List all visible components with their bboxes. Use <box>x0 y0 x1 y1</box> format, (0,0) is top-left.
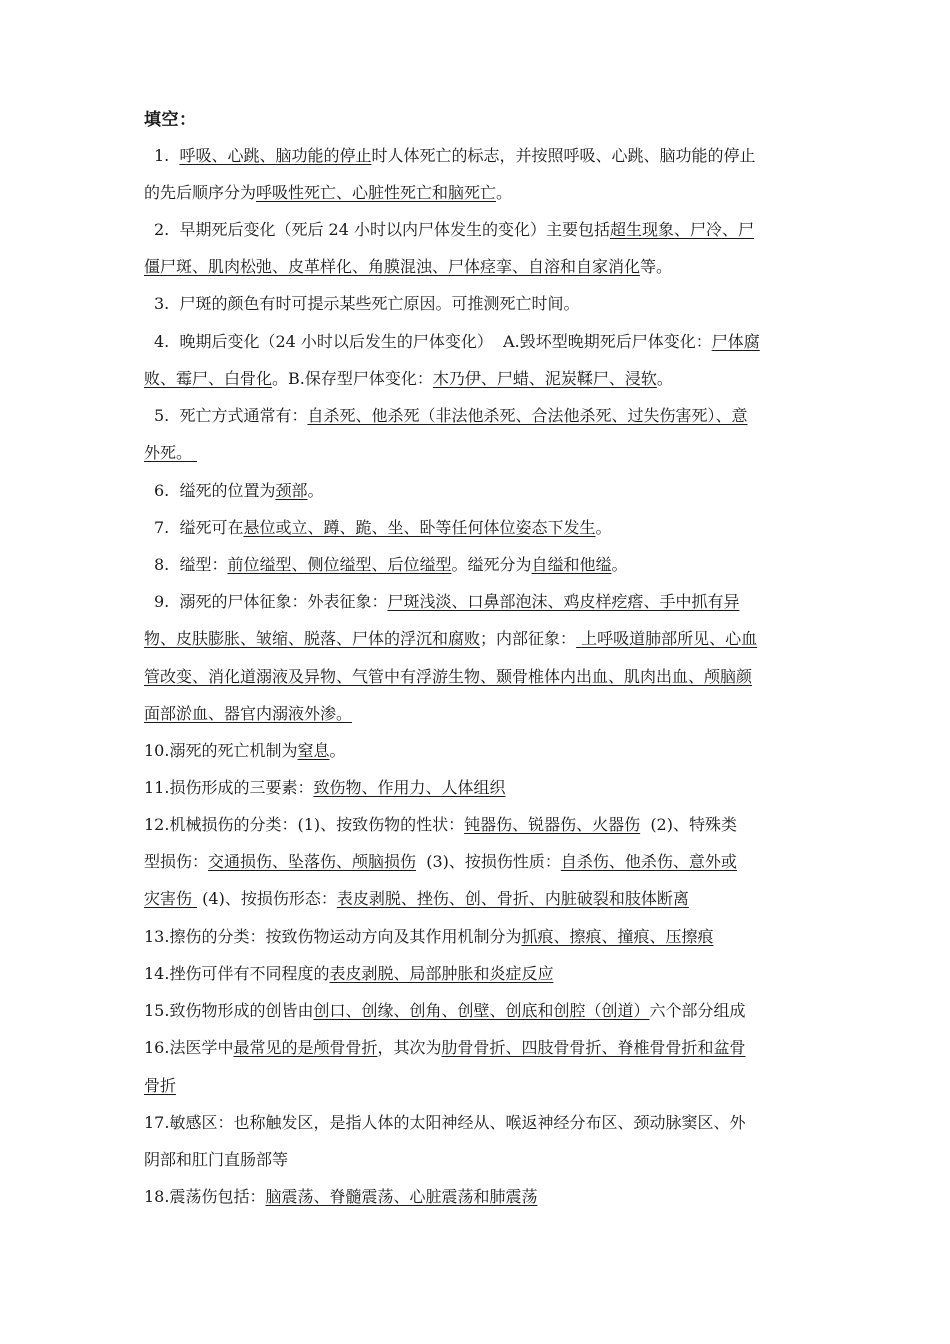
answer-text: 脑震荡、脊髓震荡、心脏震荡和肺震荡 <box>265 1187 538 1206</box>
text-line <box>144 925 816 949</box>
answer-text: 上呼吸道肺部所见、心血 <box>576 629 758 648</box>
prompt-text: 。 <box>595 518 612 537</box>
prompt-text: 六个部分组成 <box>649 1001 746 1020</box>
answer-text: 抓痕、擦痕、撞痕、压擦痕 <box>521 927 714 946</box>
prompt-text: (3)、按损伤性质： <box>416 852 561 871</box>
text-line <box>144 404 816 428</box>
prompt-text: (2)、特殊类 <box>640 815 737 834</box>
prompt-text: 18.震荡伤包括： <box>144 1187 266 1206</box>
prompt-text: 14.挫伤可伴有不同程度的 <box>144 964 330 983</box>
prompt-text: 2. 早期死后变化（死后 24 小时以内尸体发生的变化）主要包括 <box>154 220 610 239</box>
answer-text: 外死。 <box>144 443 198 462</box>
answer-text: 交通损伤、坠落伤、颅脑损伤 <box>208 852 417 871</box>
text-line <box>144 887 816 911</box>
answer-text: 尸体腐 <box>711 332 760 351</box>
answer-text: 最常见的是颅骨骨折 <box>233 1038 378 1057</box>
prompt-text: 。 <box>496 183 513 202</box>
answer-text: 物、皮肤膨胀、皱缩、脱落、尸体的浮沉和腐败 <box>144 629 481 648</box>
text-line <box>144 516 816 540</box>
text-line <box>144 813 816 837</box>
prompt-text: 11.损伤形成的三要素： <box>144 778 314 797</box>
text-line <box>144 479 816 503</box>
text-line <box>144 255 816 279</box>
text-line <box>144 850 816 874</box>
prompt-text: 16.法医学中 <box>144 1038 234 1057</box>
prompt-text: 4. 晚期后变化（24 小时以后发生的尸体变化） A.毁坏型晚期死后尸体变化： <box>154 332 712 351</box>
text-line <box>144 665 816 689</box>
answer-text: 超生现象、尸冷、尸 <box>609 220 754 239</box>
text-line <box>144 702 816 726</box>
answer-text: 悬位或立、蹲、跪、坐、卧等任何体位姿态下发生 <box>243 518 596 537</box>
prompt-text: 型损伤： <box>144 852 209 871</box>
prompt-text: 。 <box>656 369 673 388</box>
text-line <box>144 1036 816 1060</box>
answer-text: 管改变、消化道溺液及异物、气管中有浮游生物、颞骨椎体内出血、肌肉出血、颅脑颜 <box>144 667 753 686</box>
prompt-text: 。B.保存型尸体变化： <box>272 369 433 388</box>
answer-text: 僵尸斑、肌肉松弛、皮革样化、角膜混浊、尸体痉挛、自溶和自家消化 <box>144 257 641 276</box>
prompt-text: 5. 死亡方式通常有： <box>154 406 308 425</box>
prompt-text: 15.致伤物形成的创皆由 <box>144 1001 314 1020</box>
text-line <box>144 1074 816 1098</box>
prompt-text: 1. <box>154 146 180 165</box>
prompt-text: ；内部征象： <box>480 629 577 648</box>
answer-text: 木乃伊、尸蜡、泥炭鞣尸、浸软 <box>432 369 657 388</box>
answer-text: 自杀死、他杀死（非法他杀死、合法他杀死、过失伤害死）、意 <box>307 406 748 425</box>
prompt-text: 3. 尸斑的颜色有时可提示某些死亡原因。可推测死亡时间。 <box>154 294 580 313</box>
prompt-text: 。缢死分为 <box>451 555 532 574</box>
prompt-text: 9. 溺死的尸体征象：外表征象： <box>154 592 388 611</box>
prompt-text: 阴部和肛门直肠部等 <box>144 1150 289 1169</box>
prompt-text: 。 <box>307 481 324 500</box>
text-line <box>144 1185 816 1209</box>
answer-text: 败、霉尸、白骨化 <box>144 369 273 388</box>
text-line <box>144 553 816 577</box>
text-line <box>144 627 816 651</box>
text-line <box>144 441 816 465</box>
answer-text: 灾害伤 <box>144 889 198 908</box>
answer-text: 表皮剥脱、挫伤、创、骨折、内脏破裂和肢体断离 <box>336 889 689 908</box>
answer-text: 骨折 <box>144 1076 177 1095</box>
answer-text: 钝器伤、锐器伤、火器伤 <box>464 815 641 834</box>
text-line <box>144 292 816 316</box>
prompt-text: 17.敏感区：也称触发区，是指人体的太阳神经从、喉返神经分布区、颈动脉窦区、外 <box>144 1113 746 1132</box>
answer-text: 肋骨骨折、四肢骨骨折、脊椎骨骨折和盆骨 <box>441 1038 746 1057</box>
text-line <box>144 590 816 614</box>
answer-text: 窒息 <box>297 741 330 760</box>
answer-text: 呼吸、心跳、脑功能的停止 <box>179 146 372 165</box>
prompt-text: 时人体死亡的标志，并按照呼吸、心跳、脑功能的停止 <box>371 146 756 165</box>
text-line <box>144 218 816 242</box>
prompt-text: 的先后顺序分为 <box>144 183 257 202</box>
answer-text: 创口、创缘、创角、创壁、创底和创腔（创道） <box>313 1001 650 1020</box>
answer-text: 自缢和他缢 <box>531 555 612 574</box>
text-line <box>144 1111 816 1135</box>
prompt-text: 7. 缢死可在 <box>154 518 244 537</box>
answer-text: 表皮剥脱、局部肿胀和炎症反应 <box>329 964 554 983</box>
prompt-text: 8. 缢型： <box>154 555 228 574</box>
prompt-text: 。 <box>329 741 346 760</box>
answer-text: 面部淤血、器官内溺液外渗。 <box>144 704 353 723</box>
answer-text: 致伤物、作用力、人体组织 <box>313 778 506 797</box>
text-line <box>144 181 816 205</box>
text-line <box>144 367 816 391</box>
text-line <box>144 962 816 986</box>
prompt-text: 。 <box>611 555 628 574</box>
text-line <box>144 144 816 168</box>
prompt-text: 12.机械损伤的分类：(1)、按致伤物的性状： <box>144 815 465 834</box>
prompt-text: (4)、按损伤形态： <box>197 889 337 908</box>
text-line <box>144 330 816 354</box>
answer-text: 尸斑浅淡、口鼻部泡沫、鸡皮样疙瘩、手中抓有异 <box>387 592 740 611</box>
answer-text: 自杀伤、他杀伤、意外或 <box>560 852 737 871</box>
text-line <box>144 1148 816 1172</box>
text-line <box>144 739 816 763</box>
prompt-text: 13.擦伤的分类：按致伤物运动方向及其作用机制分为 <box>144 927 522 946</box>
prompt-text: 10.溺死的死亡机制为 <box>144 741 298 760</box>
answer-text: 呼吸性死亡、心脏性死亡和脑死亡 <box>256 183 497 202</box>
answer-text: 前位缢型、侧位缢型、后位缢型 <box>227 555 452 574</box>
prompt-text: 等。 <box>640 257 673 276</box>
prompt-text: ，其次为 <box>377 1038 442 1057</box>
section-heading: 填空： <box>144 110 197 130</box>
prompt-text: 6. 缢死的位置为 <box>154 481 276 500</box>
text-line <box>144 776 816 800</box>
answer-text: 颈部 <box>275 481 308 500</box>
text-line <box>144 999 816 1023</box>
